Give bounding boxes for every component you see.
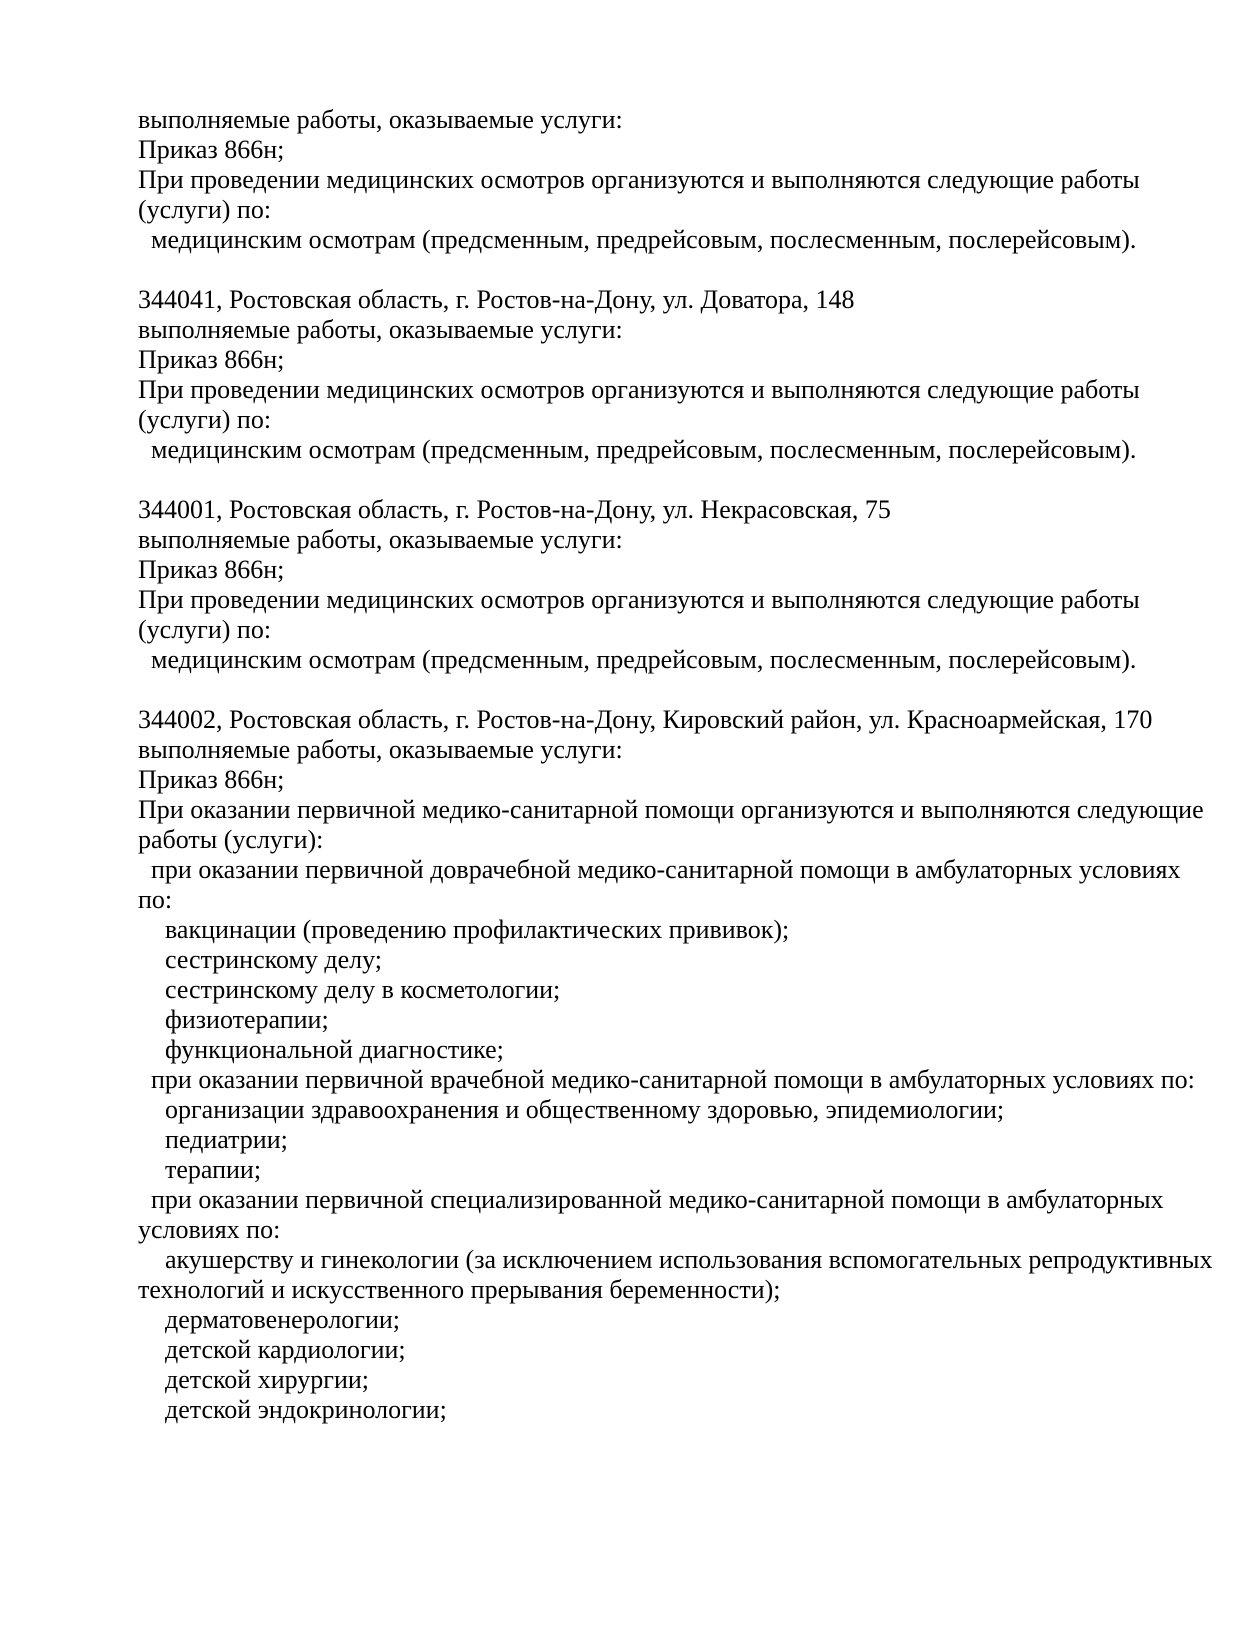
document-page xyxy=(138,105,1213,1425)
text-line: Приказ 866н; xyxy=(138,555,285,584)
text-line: работы (услуги): xyxy=(138,825,324,854)
text-line: 344001, Ростовская область, г. Ростов-на-Дону, ул. Некрасовская, 75 xyxy=(138,495,891,524)
text-line: при оказании первичной доврачебной медико-санитарной помощи в амбулаторных условиях xyxy=(151,855,1181,884)
text-line: при оказании первичной врачебной медико-санитарной помощи в амбулаторных условиях по: xyxy=(151,1065,1195,1094)
text-line: условиях по: xyxy=(138,1215,281,1244)
text-line: детской кардиологии; xyxy=(165,1335,406,1364)
text-line: Приказ 866н; xyxy=(138,345,285,374)
text-line: (услуги) по: xyxy=(138,405,272,434)
text-line: терапии; xyxy=(165,1155,262,1184)
text-line: медицинским осмотрам (предсменным, предрейсовым, послесменным, послерейсовым). xyxy=(151,435,1137,464)
text-line: При проведении медицинских осмотров организуются и выполняются следующие работы xyxy=(138,585,1140,614)
services-block-continuation xyxy=(138,105,1202,255)
text-line: выполняемые работы, оказываемые услуги: xyxy=(138,315,623,344)
text-line: медицинским осмотрам (предсменным, предрейсовым, послесменным, послерейсовым). xyxy=(151,225,1137,254)
text-line: сестринскому делу в косметологии; xyxy=(165,975,561,1004)
text-line: выполняемые работы, оказываемые услуги: xyxy=(138,105,623,134)
text-line: Приказ 866н; xyxy=(138,135,285,164)
text-line: Приказ 866н; xyxy=(138,765,285,794)
address-block-344041-dovatora-148 xyxy=(138,285,1202,465)
text-line: физиотерапии; xyxy=(165,1005,329,1034)
address-block-344001-nekrasovskaya-75 xyxy=(138,495,1202,675)
text-line: 344002, Ростовская область, г. Ростов-на-Дону, Кировский район, ул. Красноармейская, 170 xyxy=(138,705,1153,734)
text-line: медицинским осмотрам (предсменным, предрейсовым, послесменным, послерейсовым). xyxy=(151,645,1137,674)
text-line: при оказании первичной специализированной медико-санитарной помощи в амбулаторных xyxy=(151,1185,1164,1214)
text-line: детской эндокринологии; xyxy=(165,1395,447,1424)
text-line: функциональной диагностике; xyxy=(165,1035,504,1064)
text-line: дерматовенерологии; xyxy=(165,1305,401,1334)
text-line: организации здравоохранения и общественному здоровью, эпидемиологии; xyxy=(165,1095,1005,1124)
text-line: вакцинации (проведению профилактических прививок); xyxy=(165,915,790,944)
text-line: технологий и искусственного прерывания беременности); xyxy=(138,1275,781,1304)
address-block-344002-krasnoarmeyskaya-170 xyxy=(138,705,1213,1425)
text-line: детской хирургии; xyxy=(165,1365,370,1394)
text-line: (услуги) по: xyxy=(138,195,272,224)
text-line: педиатрии; xyxy=(165,1125,288,1154)
text-line: (услуги) по: xyxy=(138,615,272,644)
text-line: сестринскому делу; xyxy=(165,945,383,974)
text-line: акушерству и гинекологии (за исключением использования вспомогательных репродуктивных xyxy=(165,1245,1213,1274)
text-line: выполняемые работы, оказываемые услуги: xyxy=(138,735,623,764)
text-line: по: xyxy=(138,885,173,914)
text-line: 344041, Ростовская область, г. Ростов-на-Дону, ул. Доватора, 148 xyxy=(138,285,855,314)
text-line: При проведении медицинских осмотров организуются и выполняются следующие работы xyxy=(138,165,1140,194)
text-line: выполняемые работы, оказываемые услуги: xyxy=(138,525,623,554)
text-line: При проведении медицинских осмотров организуются и выполняются следующие работы xyxy=(138,375,1140,404)
text-line: При оказании первичной медико-санитарной помощи организуются и выполняются следующие xyxy=(138,795,1204,824)
